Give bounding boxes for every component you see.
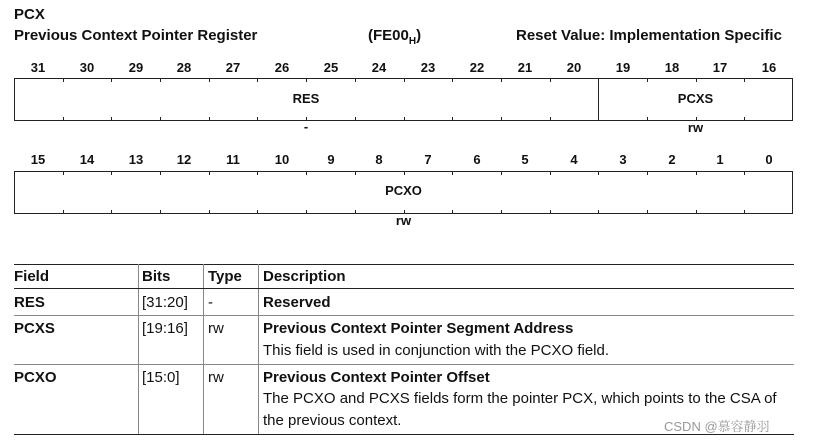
bit-number: 21 [517,60,533,75]
address-subscript: H [408,36,417,47]
table-header-type: Type [208,268,242,285]
bit-number: 8 [375,152,383,167]
bit-number: 18 [664,60,680,75]
bit-number: 5 [521,152,529,167]
table-row-rule [14,315,794,316]
table-top-rule [14,264,794,265]
bit-number: 4 [570,152,578,167]
row-type: - [208,294,213,311]
bit-number: 26 [274,60,290,75]
bit-number: 10 [274,152,290,167]
register-address [368,27,421,47]
bit-number: 3 [619,152,627,167]
bit-number: 14 [79,152,95,167]
table-header-field: Field [14,268,50,285]
bit-number: 13 [128,152,144,167]
bit-number: 20 [566,60,582,75]
field-label-pcxo: PCXO [385,183,422,198]
bit-number: 23 [420,60,436,75]
bit-number: 19 [615,60,631,75]
field-access-pcxs: rw [687,120,704,135]
bit-number: 31 [30,60,46,75]
bit-number: 24 [371,60,387,75]
bit-number: 0 [765,152,773,167]
bit-number: 28 [176,60,192,75]
watermark-text: CSDN @慕容静羽 [664,419,770,434]
address-close: ) [416,27,422,44]
row-field: RES [14,294,45,311]
table-header-bits: Bits [142,268,171,285]
field-label-res: RES [292,91,320,106]
bit-number: 17 [712,60,728,75]
address-base: (FE00 [368,27,409,44]
row-bits: [31:20] [142,294,188,311]
register-title: Previous Context Pointer Register [14,27,258,44]
bit-number: 30 [79,60,95,75]
reset-value: Reset Value: Implementation Specific [516,27,782,44]
row-description-title: Previous Context Pointer Offset [263,369,490,386]
bit-number: 9 [327,152,335,167]
row-description-text: The PCXO and PCXS fields form the pointer PCX, which points to the CSA of [263,390,777,407]
bit-number: 25 [323,60,339,75]
row-description-text: This field is used in conjunction with the PCXO field. [263,342,610,359]
bit-number: 15 [30,152,46,167]
row-type: rw [208,320,224,337]
bit-number: 7 [424,152,432,167]
row-type: rw [208,369,224,386]
bit-number: 12 [176,152,192,167]
row-description-text: the previous context. [263,412,402,429]
field-label-pcxs: PCXS [677,91,714,106]
bit-number: 22 [469,60,485,75]
row-bits: [15:0] [142,369,180,386]
row-field: PCXS [14,320,55,337]
field-access-pcxo: rw [395,213,412,228]
bit-number: 29 [128,60,144,75]
table-header-description: Description [263,268,346,285]
table-col-sep [203,264,204,435]
bit-number: 11 [226,152,240,167]
row-field: PCXO [14,369,57,386]
row-description-title: Previous Context Pointer Segment Address [263,320,574,337]
field-access-res: - [303,119,309,134]
bit-number: 6 [473,152,481,167]
table-col-sep [258,264,259,435]
bit-number: 16 [761,60,777,75]
bit-number: 2 [668,152,676,167]
table-col-sep [138,264,139,435]
bit-number: 1 [716,152,724,167]
table-header-rule [14,288,794,289]
row-bits: [19:16] [142,320,188,337]
bit-number: 27 [225,60,241,75]
row-description-title: Reserved [263,294,331,311]
register-name: PCX [14,6,45,23]
table-row-rule [14,364,794,365]
